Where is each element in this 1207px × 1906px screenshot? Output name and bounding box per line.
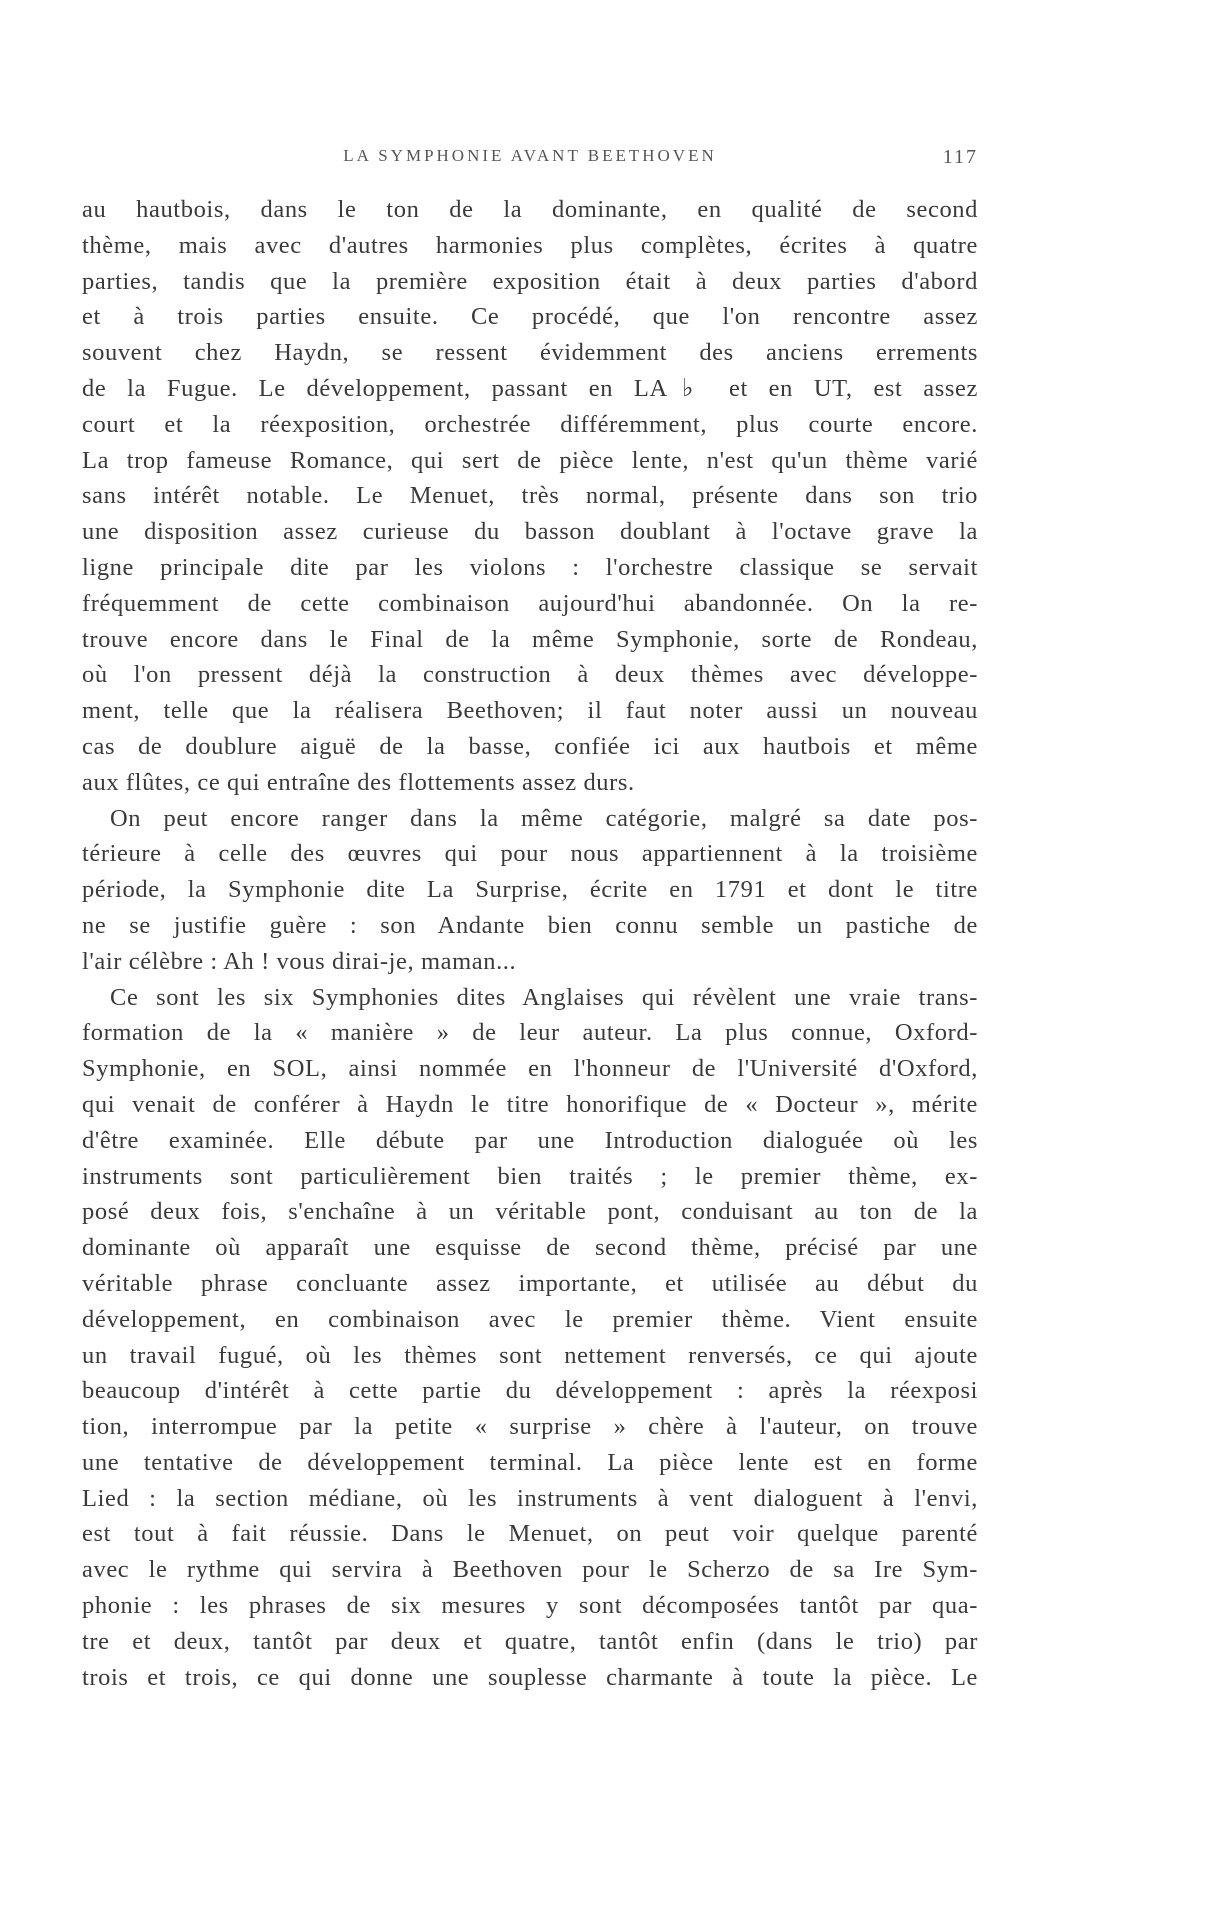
text-line: ment, telle que la réalisera Beethoven; il faut noter aussi un nouveau	[82, 697, 978, 725]
text-line: fréquemment de cette combinaison aujourd'hui abandonnée. On la re-	[82, 589, 978, 617]
text-line: phonie : les phrases de six mesures y sont décomposées tantôt par qua-	[82, 1592, 978, 1620]
text-line: avec le rythme qui servira à Beethoven pour le Scherzo de sa Ire Sym-	[82, 1556, 978, 1584]
text-line: instruments sont particulièrement bien traités ; le premier thème, ex-	[82, 1162, 978, 1190]
page-header	[82, 146, 978, 176]
text-line: est tout à fait réussie. Dans le Menuet, on peut voir quelque parenté	[82, 1520, 978, 1548]
text-line: ligne principale dite par les violons : l'orchestre classique se servait	[82, 553, 978, 581]
running-head: LA SYMPHONIE AVANT BEETHOVEN	[343, 146, 717, 165]
text-line: La trop fameuse Romance, qui sert de pièce lente, n'est qu'un thème varié	[82, 446, 978, 474]
text-line: trouve encore dans le Final de la même Symphonie, sorte de Rondeau,	[82, 625, 978, 653]
text-line: Lied : la section médiane, où les instruments à vent dialoguent à l'envi,	[82, 1484, 978, 1512]
text-line: beaucoup d'intérêt à cette partie du développement : après la réexposi	[82, 1377, 978, 1405]
text-line: thème, mais avec d'autres harmonies plus complètes, écrites à quatre	[82, 231, 978, 259]
text-line: une tentative de développement terminal. La pièce lente est en forme	[82, 1448, 978, 1476]
text-line: qui venait de conférer à Haydn le titre honorifique de « Docteur », mérite	[82, 1090, 978, 1118]
text-line: et à trois parties ensuite. Ce procédé, que l'on rencontre assez	[82, 303, 978, 331]
body-text	[82, 192, 978, 1695]
text-line: un travail fugué, où les thèmes sont nettement renversés, ce qui ajoute	[82, 1341, 978, 1369]
text-line: dominante où apparaît une esquisse de second thème, précisé par une	[82, 1234, 978, 1262]
text-line: cas de doublure aiguë de la basse, confiée ici aux hautbois et même	[82, 732, 978, 760]
text-line: une disposition assez curieuse du basson doublant à l'octave grave la	[82, 518, 978, 546]
text-line: au hautbois, dans le ton de la dominante, en qualité de second	[82, 196, 978, 223]
text-line: où l'on pressent déjà la construction à deux thèmes avec développe-	[82, 661, 978, 689]
text-line: ne se justifie guère : son Andante bien connu semble un pastiche de	[82, 911, 978, 939]
paragraph-start-line: Ce sont les six Symphonies dites Anglaises qui révèlent une vraie trans-	[110, 983, 978, 1011]
text-line: l'air célèbre : Ah ! vous dirai-je, maman...	[82, 947, 517, 975]
paragraph-start-line: On peut encore ranger dans la même catégorie, malgré sa date pos-	[110, 804, 978, 832]
page-number: 117	[942, 146, 978, 168]
text-line: trois et trois, ce qui donne une souplesse charmante à toute la pièce. Le	[82, 1663, 978, 1691]
text-line: sans intérêt notable. Le Menuet, très normal, présente dans son trio	[82, 482, 978, 510]
text-line: formation de la « manière » de leur auteur. La plus connue, Oxford-	[82, 1019, 978, 1047]
text-line: court et la réexposition, orchestrée différemment, plus courte encore.	[82, 410, 978, 438]
text-line: Symphonie, en SOL, ainsi nommée en l'honneur de l'Université d'Oxford,	[82, 1055, 978, 1083]
text-line: tre et deux, tantôt par deux et quatre, tantôt enfin (dans le trio) par	[82, 1627, 978, 1655]
text-line: d'être examinée. Elle débute par une Introduction dialoguée où les	[82, 1126, 978, 1154]
text-line: développement, en combinaison avec le premier thème. Vient ensuite	[82, 1305, 978, 1333]
text-line: souvent chez Haydn, se ressent évidemment des anciens errements	[82, 339, 978, 367]
text-line: aux flûtes, ce qui entraîne des flottements assez durs.	[82, 768, 635, 796]
text-line: térieure à celle des œuvres qui pour nous appartiennent à la troisième	[82, 840, 978, 868]
text-line: parties, tandis que la première exposition était à deux parties d'abord	[82, 267, 978, 295]
text-line: période, la Symphonie dite La Surprise, écrite en 1791 et dont le titre	[82, 876, 978, 904]
text-line: tion, interrompue par la petite « surprise » chère à l'auteur, on trouve	[82, 1413, 978, 1441]
text-line: véritable phrase concluante assez importante, et utilisée au début du	[82, 1269, 978, 1297]
text-line: de la Fugue. Le développement, passant en LA♭ et en UT, est assez	[82, 374, 978, 402]
text-line: posé deux fois, s'enchaîne à un véritable pont, conduisant au ton de la	[82, 1198, 978, 1226]
